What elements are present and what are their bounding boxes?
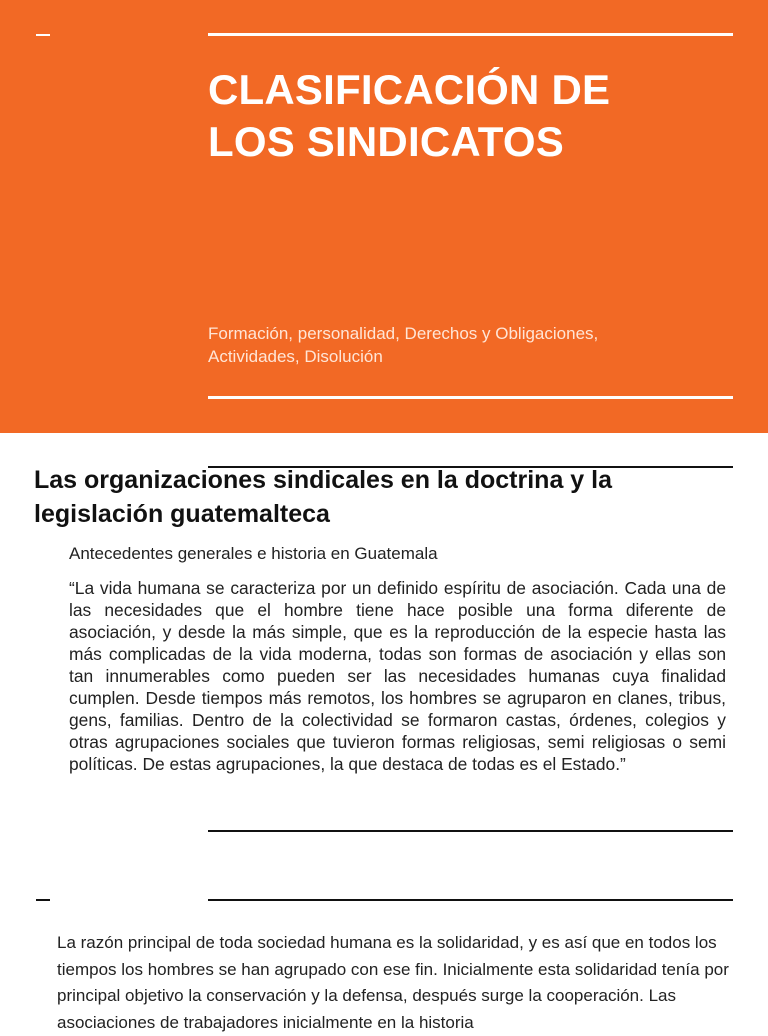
slide2-subheading: Antecedentes generales e historia en Guatemala <box>69 544 438 563</box>
slide3-body-text: La razón principal de toda sociedad humana es la solidaridad, y es así que en todos los tiempos los hombres se han agrupado con ese fin. Inicialmente esta solidaridad tenía por principal objetivo la conservación y la defensa, después surge la cooperación. Las asociaciones de trabajadores inicialmente en la historia <box>57 933 729 1032</box>
subtitle-line-1: Formación, personalidad, Derechos y Obligaciones, <box>208 324 599 343</box>
heading-line-2: legislación guatemalteca <box>34 500 330 528</box>
bottom-rule <box>208 396 733 399</box>
title-slide <box>0 0 768 433</box>
top-rule <box>208 33 733 36</box>
slide2-bottom-rule <box>208 830 733 832</box>
slide2-heading <box>34 463 734 531</box>
heading-line-1: Las organizaciones sindicales en la doctrina y la <box>34 466 612 494</box>
title-line-2: LOS SINDICATOS <box>208 118 564 165</box>
slide-subtitle <box>208 322 728 368</box>
slide-title <box>208 64 738 168</box>
title-line-1: CLASIFICACIÓN DE <box>208 66 611 113</box>
slide3-top-rule <box>208 899 733 901</box>
subtitle-line-2: Actividades, Disolución <box>208 347 383 366</box>
slide2-quote: “La vida humana se caracteriza por un definido espíritu de asociación. Cada una de las necesidades que el hombre tiene hace posible una forma diferente de asociación, y desde la más simple, que es la reproducción de la especie hasta las más complicadas de la vida moderna, todas son formas de asociación y ellas son tan innumerables como pueden ser las necesidades humanas cuya finalidad cumplen. Desde tiempos más remotos, los hombres se agruparon en clanes, tribus, gens, familias. Dentro de la colectividad se formaron castas, órdenes, colegios y otras agrupaciones sociales que tuvieron formas religiosas, semi religiosas o semi políticas. De estas agrupaciones, la que destaca de todas es el Estado.” <box>69 578 726 774</box>
slide-marker <box>36 34 50 36</box>
slide3-marker <box>36 899 50 901</box>
